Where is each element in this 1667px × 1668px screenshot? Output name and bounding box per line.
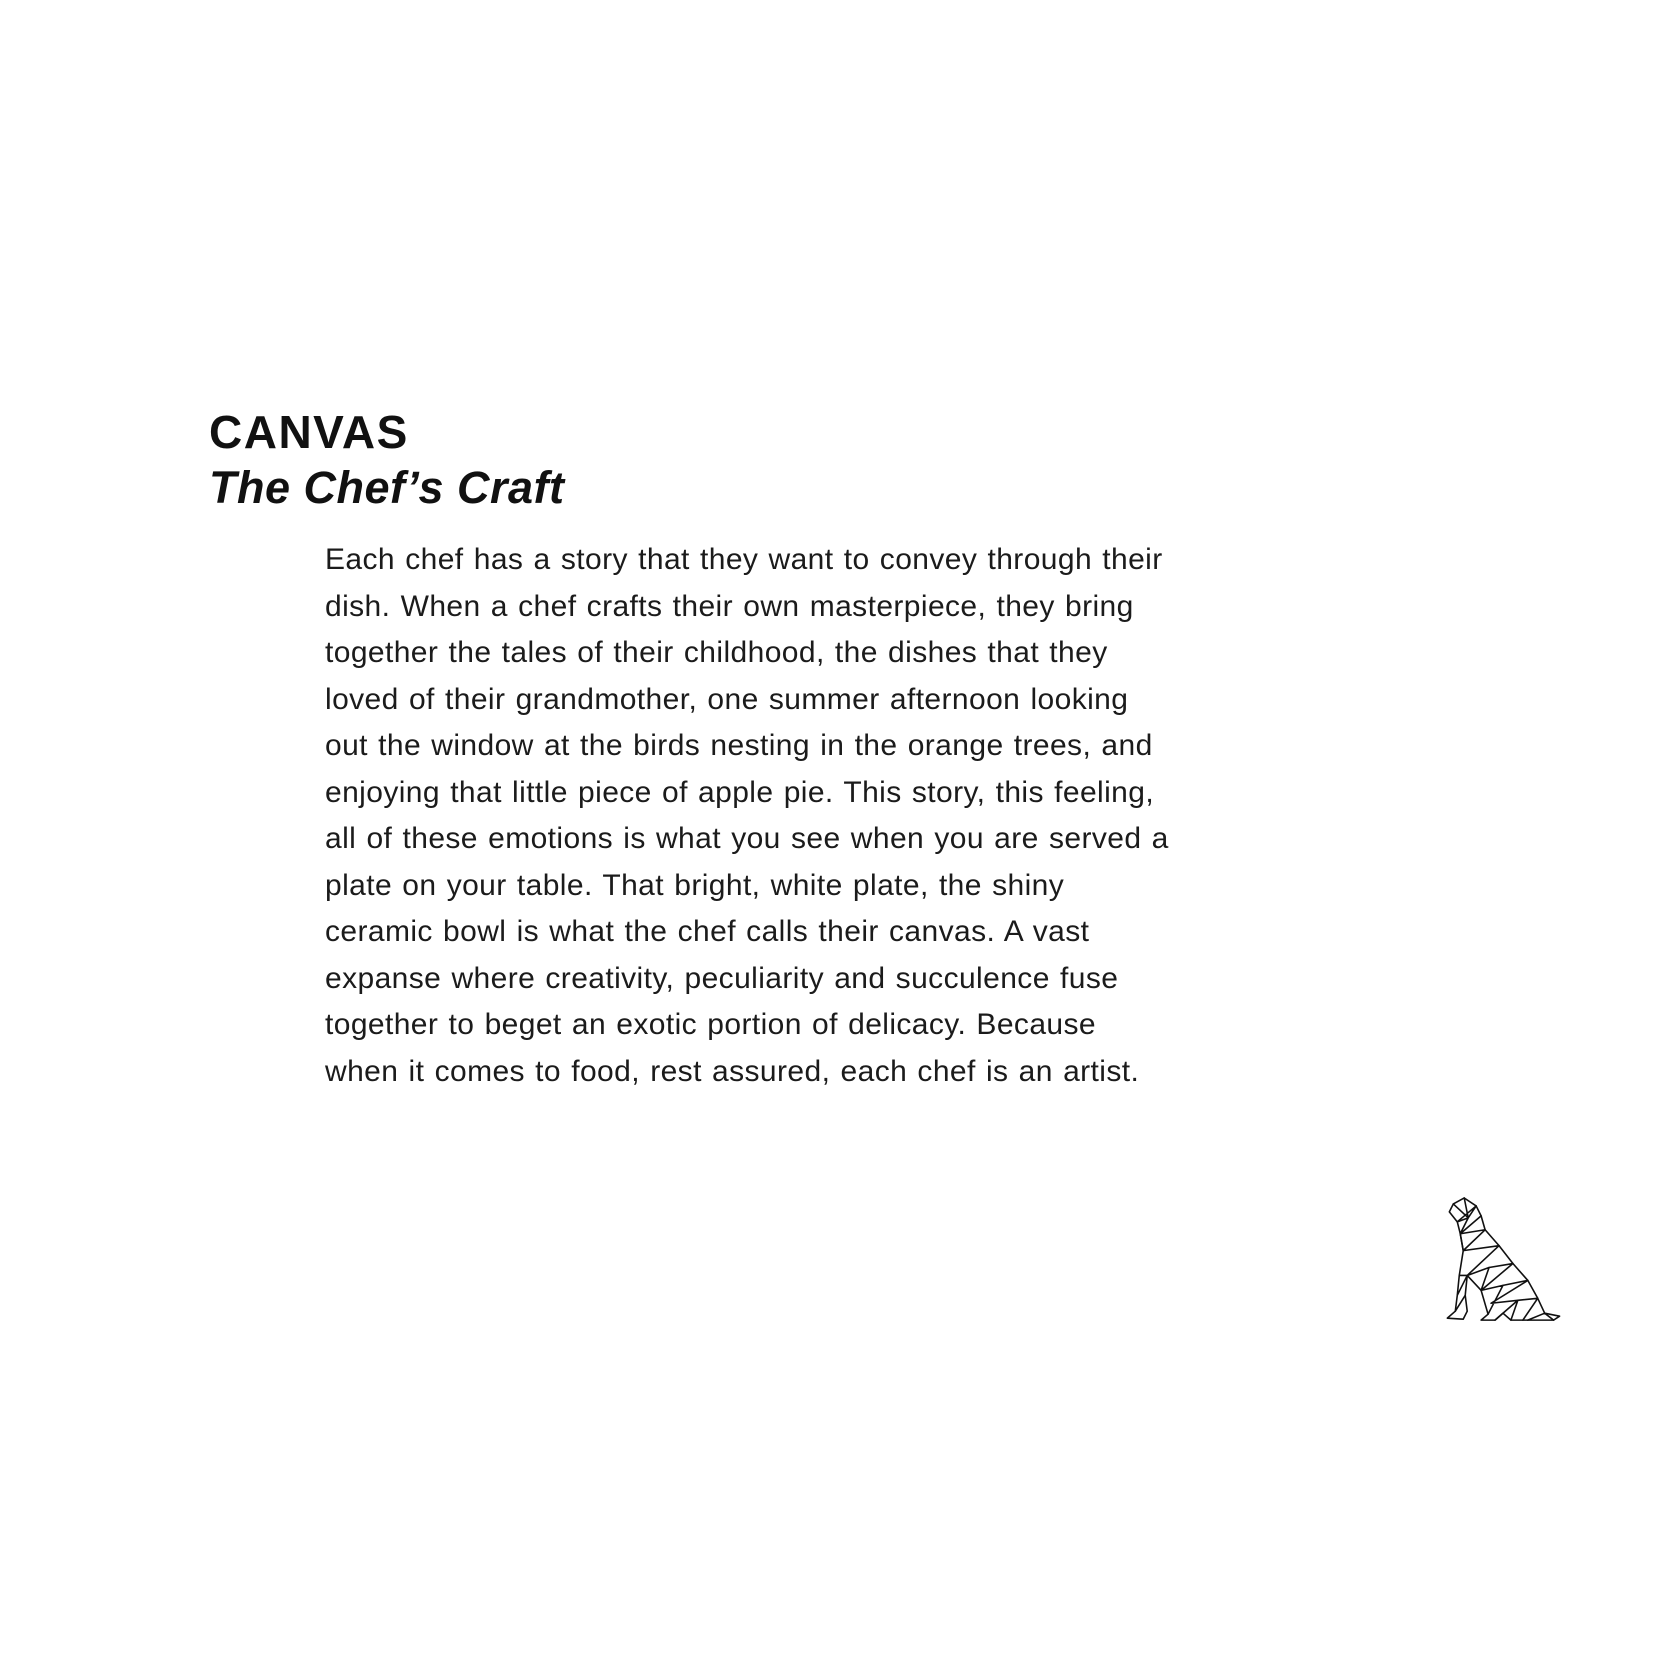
page-title: CANVAS: [209, 406, 409, 458]
page-subtitle: The Chef’s Craft: [209, 462, 565, 513]
heading-block: [209, 405, 565, 515]
geometric-wolf-icon: [1432, 1196, 1564, 1340]
body-paragraph: Each chef has a story that they want to convey through their dish. When a chef crafts their own masterpiece, they bring together the tales of their childhood, the dishes that they loved of their grandmother, one summer afternoon looking out the window at the birds nesting in the orange trees, and enjoying that little piece of apple pie. This story, this feeling, all of these emotions is what you see when you are served a plate on your table. That bright, white plate, the shiny ceramic bowl is what the chef calls their canvas. A vast expanse where creativity, peculiarity and succulence fuse together to beget an exotic portion of delicacy. Because when it comes to food, rest assured, each chef is an artist.: [325, 543, 1169, 1088]
